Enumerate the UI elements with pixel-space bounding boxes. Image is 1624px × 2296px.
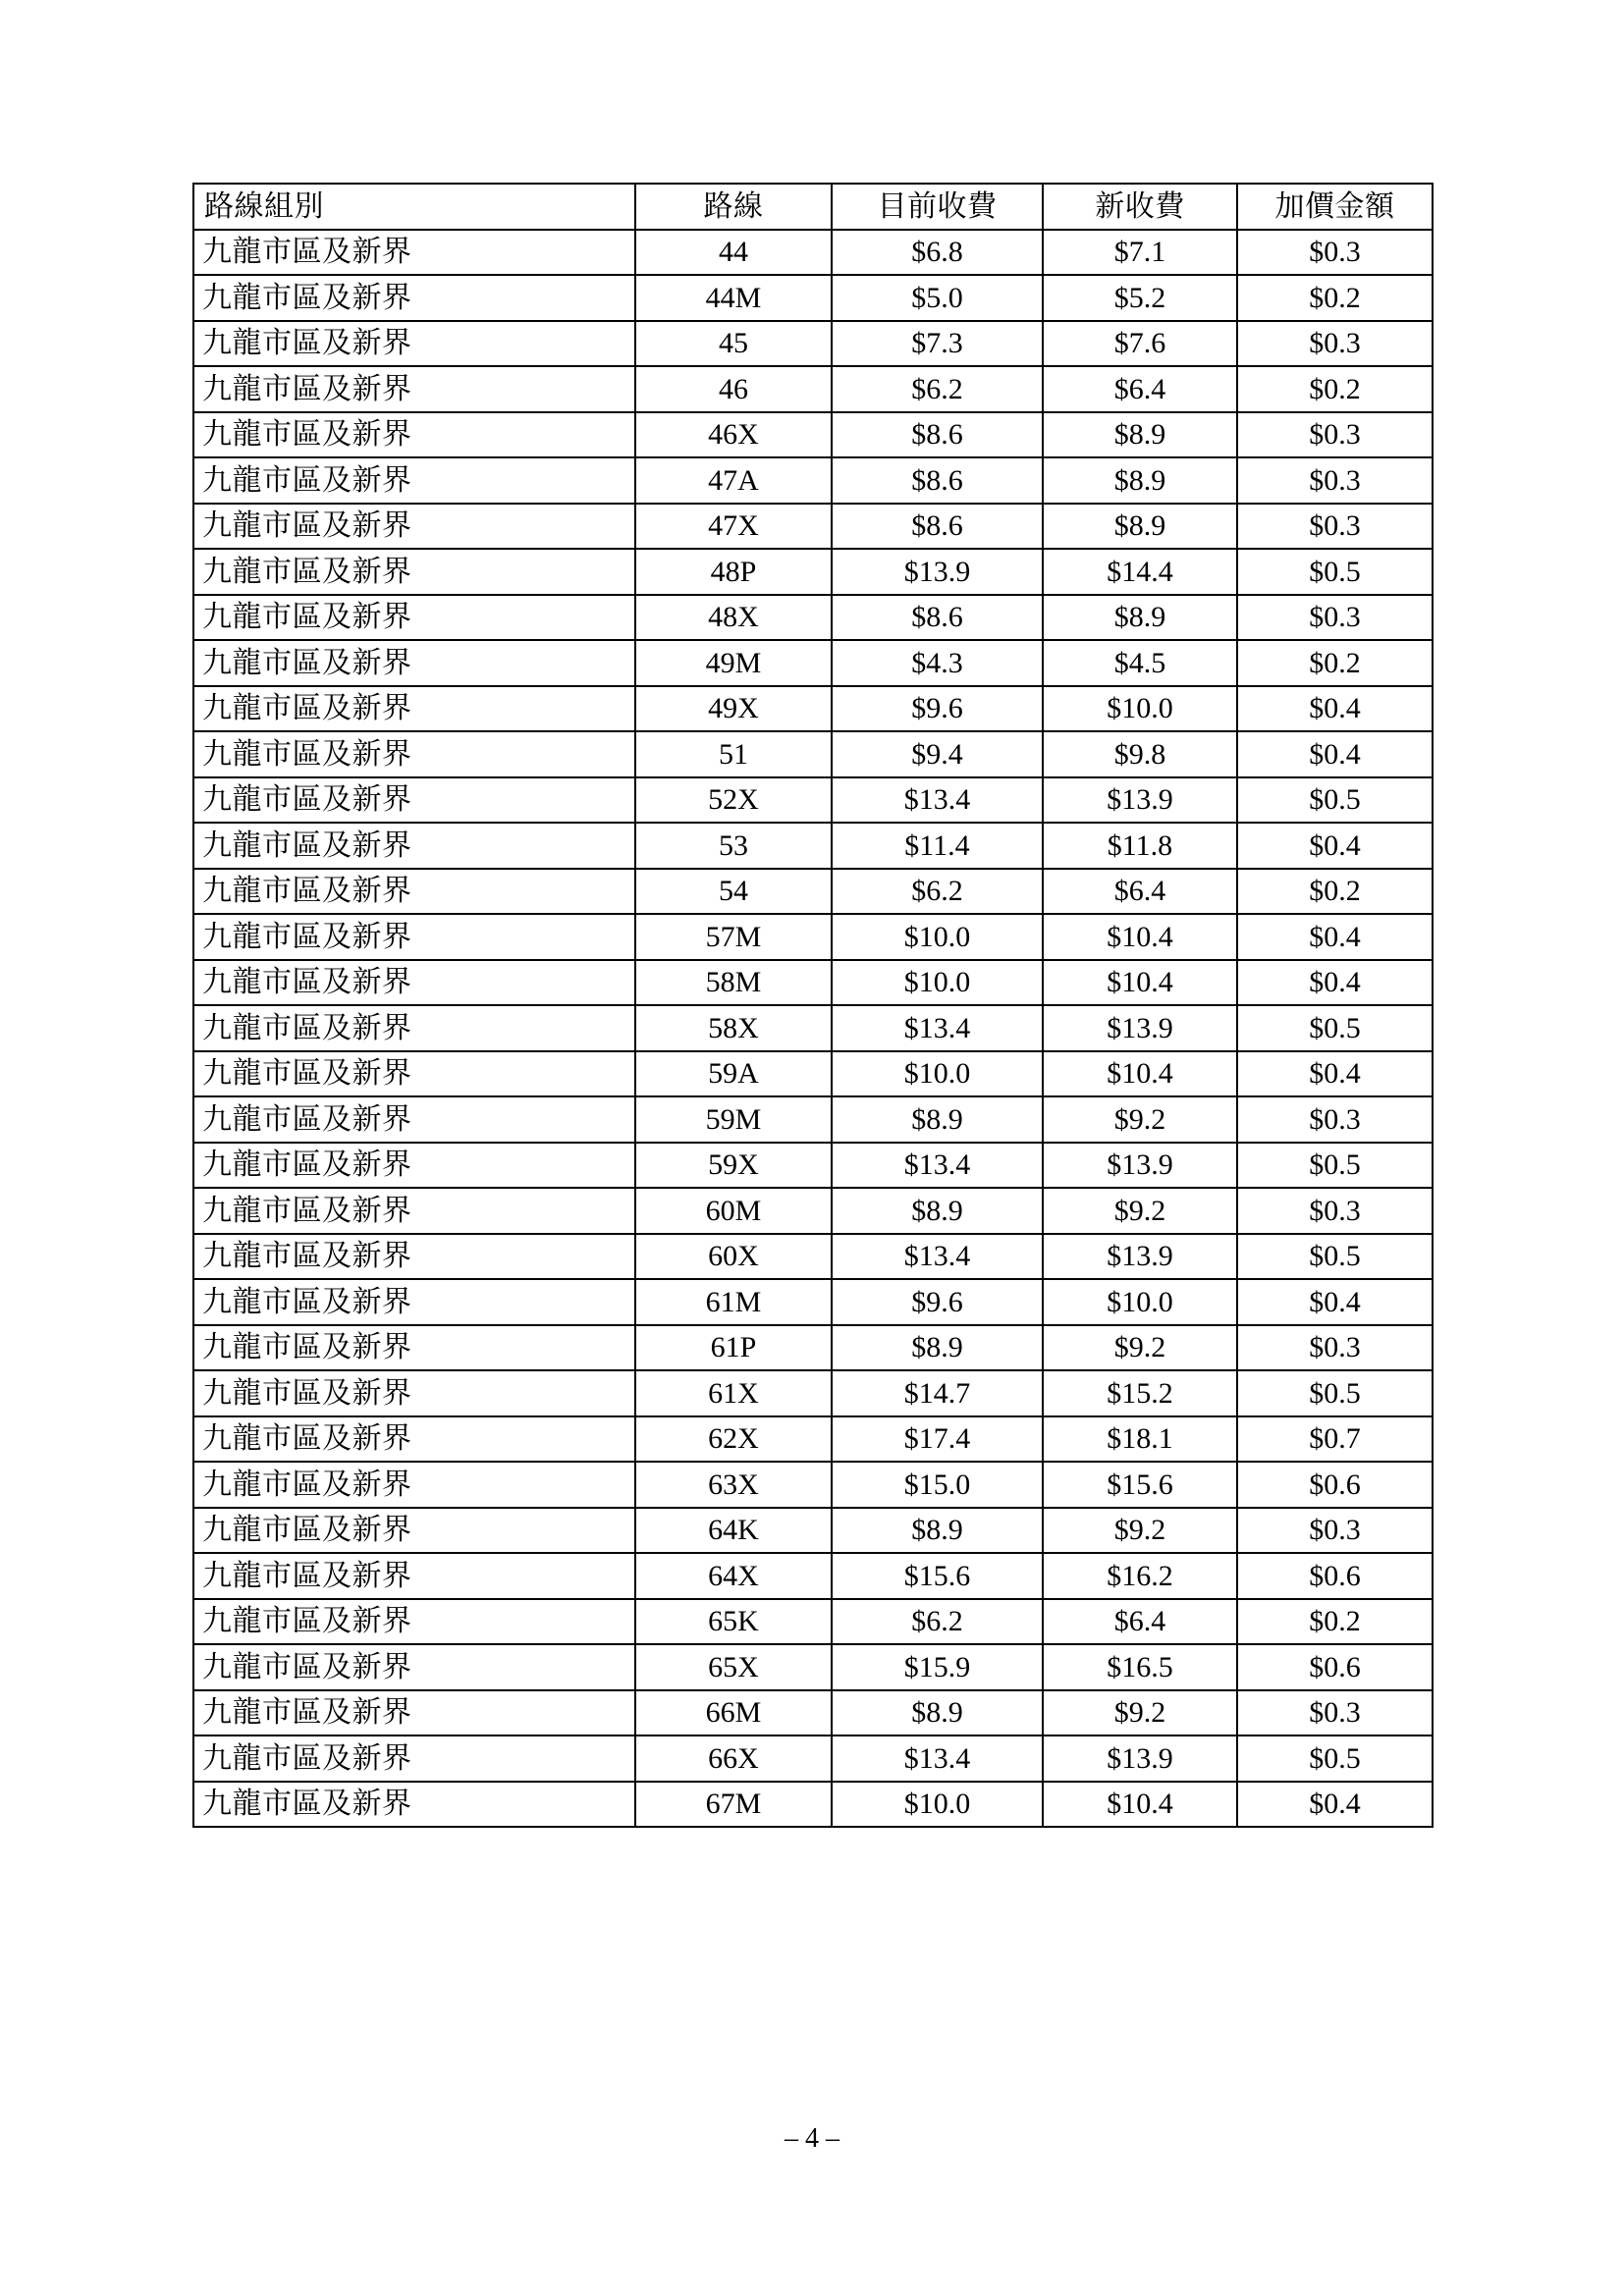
cell-current-fare: $8.6 bbox=[832, 457, 1043, 504]
cell-increase-amount: $0.3 bbox=[1237, 595, 1433, 641]
table-row bbox=[193, 777, 1433, 824]
cell-increase-amount: $0.3 bbox=[1237, 321, 1433, 367]
table-row bbox=[193, 1690, 1433, 1736]
table-row bbox=[193, 321, 1433, 367]
cell-increase-amount: $0.4 bbox=[1237, 1782, 1433, 1828]
cell-route: 58X bbox=[635, 1005, 832, 1051]
cell-route: 61X bbox=[635, 1370, 832, 1416]
cell-route-group: 九龍市區及新界 bbox=[193, 1051, 635, 1097]
cell-current-fare: $13.4 bbox=[832, 777, 1043, 824]
cell-new-fare: $9.8 bbox=[1043, 731, 1237, 777]
table-row bbox=[193, 1508, 1433, 1554]
cell-route-group: 九龍市區及新界 bbox=[193, 1599, 635, 1645]
cell-new-fare: $13.9 bbox=[1043, 1234, 1237, 1280]
cell-route-group: 九龍市區及新界 bbox=[193, 1005, 635, 1051]
cell-current-fare: $8.6 bbox=[832, 412, 1043, 458]
cell-route-group: 九龍市區及新界 bbox=[193, 1508, 635, 1554]
cell-route-group: 九龍市區及新界 bbox=[193, 1462, 635, 1508]
cell-new-fare: $16.2 bbox=[1043, 1553, 1237, 1599]
table-row bbox=[193, 1644, 1433, 1690]
cell-new-fare: $14.4 bbox=[1043, 549, 1237, 595]
cell-route-group: 九龍市區及新界 bbox=[193, 823, 635, 869]
cell-route-group: 九龍市區及新界 bbox=[193, 1096, 635, 1143]
cell-route: 58M bbox=[635, 960, 832, 1006]
cell-current-fare: $8.9 bbox=[832, 1325, 1043, 1371]
cell-current-fare: $13.4 bbox=[832, 1735, 1043, 1782]
table-row bbox=[193, 549, 1433, 595]
cell-increase-amount: $0.5 bbox=[1237, 1735, 1433, 1782]
cell-route-group: 九龍市區及新界 bbox=[193, 1690, 635, 1736]
cell-route: 60X bbox=[635, 1234, 832, 1280]
cell-increase-amount: $0.2 bbox=[1237, 640, 1433, 686]
cell-route-group: 九龍市區及新界 bbox=[193, 777, 635, 824]
cell-route: 61M bbox=[635, 1279, 832, 1325]
cell-route-group: 九龍市區及新界 bbox=[193, 914, 635, 960]
table-row bbox=[193, 1735, 1433, 1782]
cell-new-fare: $5.2 bbox=[1043, 275, 1237, 321]
table-row bbox=[193, 1188, 1433, 1234]
cell-increase-amount: $0.3 bbox=[1237, 504, 1433, 550]
cell-increase-amount: $0.3 bbox=[1237, 1096, 1433, 1143]
cell-route: 66M bbox=[635, 1690, 832, 1736]
fare-table-container bbox=[192, 183, 1432, 1828]
cell-current-fare: $6.8 bbox=[832, 230, 1043, 276]
cell-current-fare: $5.0 bbox=[832, 275, 1043, 321]
cell-increase-amount: $0.3 bbox=[1237, 412, 1433, 458]
column-header-route-group: 路線組別 bbox=[193, 184, 635, 230]
cell-route: 46 bbox=[635, 366, 832, 412]
cell-route-group: 九龍市區及新界 bbox=[193, 1143, 635, 1189]
column-header-route: 路線 bbox=[635, 184, 832, 230]
cell-route-group: 九龍市區及新界 bbox=[193, 869, 635, 915]
cell-route-group: 九龍市區及新界 bbox=[193, 504, 635, 550]
cell-increase-amount: $0.4 bbox=[1237, 1051, 1433, 1097]
cell-route-group: 九龍市區及新界 bbox=[193, 1325, 635, 1371]
table-row bbox=[193, 1462, 1433, 1508]
table-row bbox=[193, 686, 1433, 732]
cell-new-fare: $6.4 bbox=[1043, 869, 1237, 915]
cell-route-group: 九龍市區及新界 bbox=[193, 457, 635, 504]
cell-route-group: 九龍市區及新界 bbox=[193, 1782, 635, 1828]
cell-route-group: 九龍市區及新界 bbox=[193, 1188, 635, 1234]
cell-route: 64K bbox=[635, 1508, 832, 1554]
cell-increase-amount: $0.5 bbox=[1237, 1370, 1433, 1416]
cell-increase-amount: $0.2 bbox=[1237, 366, 1433, 412]
cell-increase-amount: $0.5 bbox=[1237, 1143, 1433, 1189]
cell-route-group: 九龍市區及新界 bbox=[193, 1279, 635, 1325]
cell-route: 57M bbox=[635, 914, 832, 960]
cell-increase-amount: $0.4 bbox=[1237, 960, 1433, 1006]
cell-new-fare: $6.4 bbox=[1043, 1599, 1237, 1645]
table-row bbox=[193, 731, 1433, 777]
cell-route: 64X bbox=[635, 1553, 832, 1599]
cell-current-fare: $13.4 bbox=[832, 1143, 1043, 1189]
cell-current-fare: $7.3 bbox=[832, 321, 1043, 367]
table-row bbox=[193, 1005, 1433, 1051]
cell-current-fare: $15.0 bbox=[832, 1462, 1043, 1508]
cell-route-group: 九龍市區及新界 bbox=[193, 1553, 635, 1599]
cell-new-fare: $7.6 bbox=[1043, 321, 1237, 367]
cell-new-fare: $13.9 bbox=[1043, 777, 1237, 824]
cell-route: 60M bbox=[635, 1188, 832, 1234]
cell-new-fare: $11.8 bbox=[1043, 823, 1237, 869]
cell-route: 52X bbox=[635, 777, 832, 824]
cell-new-fare: $8.9 bbox=[1043, 595, 1237, 641]
table-row bbox=[193, 640, 1433, 686]
cell-route: 65X bbox=[635, 1644, 832, 1690]
table-row bbox=[193, 1599, 1433, 1645]
cell-new-fare: $8.9 bbox=[1043, 412, 1237, 458]
cell-route: 49X bbox=[635, 686, 832, 732]
cell-new-fare: $10.4 bbox=[1043, 914, 1237, 960]
cell-route-group: 九龍市區及新界 bbox=[193, 1416, 635, 1463]
cell-route: 44 bbox=[635, 230, 832, 276]
cell-current-fare: $13.4 bbox=[832, 1005, 1043, 1051]
cell-increase-amount: $0.4 bbox=[1237, 914, 1433, 960]
table-row bbox=[193, 1234, 1433, 1280]
table-row bbox=[193, 869, 1433, 915]
cell-new-fare: $15.2 bbox=[1043, 1370, 1237, 1416]
cell-current-fare: $6.2 bbox=[832, 869, 1043, 915]
table-row bbox=[193, 1096, 1433, 1143]
cell-current-fare: $8.9 bbox=[832, 1188, 1043, 1234]
cell-new-fare: $7.1 bbox=[1043, 230, 1237, 276]
cell-new-fare: $13.9 bbox=[1043, 1005, 1237, 1051]
table-row bbox=[193, 1370, 1433, 1416]
cell-new-fare: $9.2 bbox=[1043, 1508, 1237, 1554]
column-header-current-fare: 目前收費 bbox=[832, 184, 1043, 230]
cell-increase-amount: $0.3 bbox=[1237, 1690, 1433, 1736]
cell-route: 62X bbox=[635, 1416, 832, 1463]
cell-increase-amount: $0.2 bbox=[1237, 275, 1433, 321]
table-row bbox=[193, 275, 1433, 321]
table-header-row bbox=[193, 184, 1433, 230]
table-row bbox=[193, 1325, 1433, 1371]
table-row bbox=[193, 230, 1433, 276]
cell-route: 47A bbox=[635, 457, 832, 504]
table-header bbox=[193, 184, 1433, 230]
fare-table bbox=[192, 183, 1434, 1828]
cell-new-fare: $16.5 bbox=[1043, 1644, 1237, 1690]
cell-new-fare: $9.2 bbox=[1043, 1096, 1237, 1143]
cell-route: 53 bbox=[635, 823, 832, 869]
table-row bbox=[193, 1279, 1433, 1325]
cell-route: 61P bbox=[635, 1325, 832, 1371]
table-row bbox=[193, 595, 1433, 641]
cell-new-fare: $6.4 bbox=[1043, 366, 1237, 412]
cell-increase-amount: $0.4 bbox=[1237, 686, 1433, 732]
cell-increase-amount: $0.4 bbox=[1237, 823, 1433, 869]
cell-new-fare: $10.4 bbox=[1043, 1051, 1237, 1097]
cell-new-fare: $10.4 bbox=[1043, 960, 1237, 1006]
cell-increase-amount: $0.2 bbox=[1237, 869, 1433, 915]
cell-current-fare: $8.9 bbox=[832, 1690, 1043, 1736]
table-row bbox=[193, 1782, 1433, 1828]
cell-current-fare: $6.2 bbox=[832, 1599, 1043, 1645]
cell-new-fare: $8.9 bbox=[1043, 457, 1237, 504]
cell-route-group: 九龍市區及新界 bbox=[193, 686, 635, 732]
cell-new-fare: $13.9 bbox=[1043, 1143, 1237, 1189]
cell-increase-amount: $0.6 bbox=[1237, 1553, 1433, 1599]
cell-increase-amount: $0.6 bbox=[1237, 1462, 1433, 1508]
cell-current-fare: $10.0 bbox=[832, 1051, 1043, 1097]
table-row bbox=[193, 960, 1433, 1006]
cell-new-fare: $10.0 bbox=[1043, 1279, 1237, 1325]
cell-route-group: 九龍市區及新界 bbox=[193, 1644, 635, 1690]
cell-current-fare: $8.6 bbox=[832, 595, 1043, 641]
cell-route: 67M bbox=[635, 1782, 832, 1828]
cell-new-fare: $18.1 bbox=[1043, 1416, 1237, 1463]
cell-route: 49M bbox=[635, 640, 832, 686]
cell-current-fare: $13.4 bbox=[832, 1234, 1043, 1280]
cell-new-fare: $4.5 bbox=[1043, 640, 1237, 686]
cell-route-group: 九龍市區及新界 bbox=[193, 960, 635, 1006]
cell-increase-amount: $0.6 bbox=[1237, 1644, 1433, 1690]
cell-current-fare: $14.7 bbox=[832, 1370, 1043, 1416]
cell-route-group: 九龍市區及新界 bbox=[193, 731, 635, 777]
cell-route: 59M bbox=[635, 1096, 832, 1143]
cell-current-fare: $9.6 bbox=[832, 1279, 1043, 1325]
cell-new-fare: $9.2 bbox=[1043, 1188, 1237, 1234]
cell-increase-amount: $0.5 bbox=[1237, 549, 1433, 595]
table-body bbox=[193, 230, 1433, 1828]
table-row bbox=[193, 1051, 1433, 1097]
cell-increase-amount: $0.5 bbox=[1237, 777, 1433, 824]
cell-route: 59A bbox=[635, 1051, 832, 1097]
cell-current-fare: $8.9 bbox=[832, 1508, 1043, 1554]
cell-increase-amount: $0.4 bbox=[1237, 731, 1433, 777]
table-row bbox=[193, 1416, 1433, 1463]
cell-route-group: 九龍市區及新界 bbox=[193, 1234, 635, 1280]
cell-route-group: 九龍市區及新界 bbox=[193, 1735, 635, 1782]
cell-increase-amount: $0.3 bbox=[1237, 230, 1433, 276]
table-row bbox=[193, 366, 1433, 412]
column-header-new-fare: 新收費 bbox=[1043, 184, 1237, 230]
cell-route-group: 九龍市區及新界 bbox=[193, 640, 635, 686]
cell-current-fare: $10.0 bbox=[832, 914, 1043, 960]
cell-route: 44M bbox=[635, 275, 832, 321]
cell-current-fare: $8.6 bbox=[832, 504, 1043, 550]
cell-new-fare: $10.4 bbox=[1043, 1782, 1237, 1828]
cell-route: 48P bbox=[635, 549, 832, 595]
cell-route: 66X bbox=[635, 1735, 832, 1782]
cell-route-group: 九龍市區及新界 bbox=[193, 549, 635, 595]
cell-new-fare: $9.2 bbox=[1043, 1325, 1237, 1371]
cell-current-fare: $15.6 bbox=[832, 1553, 1043, 1599]
cell-increase-amount: $0.3 bbox=[1237, 1508, 1433, 1554]
page-number: – 4 – bbox=[785, 2123, 839, 2154]
cell-route: 51 bbox=[635, 731, 832, 777]
cell-increase-amount: $0.3 bbox=[1237, 1325, 1433, 1371]
cell-route: 47X bbox=[635, 504, 832, 550]
cell-increase-amount: $0.7 bbox=[1237, 1416, 1433, 1463]
cell-increase-amount: $0.5 bbox=[1237, 1234, 1433, 1280]
cell-current-fare: $11.4 bbox=[832, 823, 1043, 869]
table-row bbox=[193, 412, 1433, 458]
cell-current-fare: $8.9 bbox=[832, 1096, 1043, 1143]
cell-new-fare: $15.6 bbox=[1043, 1462, 1237, 1508]
column-header-increase-amount: 加價金額 bbox=[1237, 184, 1433, 230]
table-row bbox=[193, 457, 1433, 504]
cell-current-fare: $17.4 bbox=[832, 1416, 1043, 1463]
cell-route-group: 九龍市區及新界 bbox=[193, 1370, 635, 1416]
cell-current-fare: $10.0 bbox=[832, 1782, 1043, 1828]
cell-increase-amount: $0.2 bbox=[1237, 1599, 1433, 1645]
cell-current-fare: $9.6 bbox=[832, 686, 1043, 732]
cell-route-group: 九龍市區及新界 bbox=[193, 366, 635, 412]
cell-new-fare: $13.9 bbox=[1043, 1735, 1237, 1782]
cell-current-fare: $10.0 bbox=[832, 960, 1043, 1006]
table-row bbox=[193, 504, 1433, 550]
cell-route-group: 九龍市區及新界 bbox=[193, 230, 635, 276]
cell-route: 54 bbox=[635, 869, 832, 915]
cell-route-group: 九龍市區及新界 bbox=[193, 321, 635, 367]
cell-increase-amount: $0.3 bbox=[1237, 457, 1433, 504]
table-row bbox=[193, 823, 1433, 869]
cell-new-fare: $10.0 bbox=[1043, 686, 1237, 732]
table-row bbox=[193, 1553, 1433, 1599]
table-row bbox=[193, 914, 1433, 960]
cell-current-fare: $6.2 bbox=[832, 366, 1043, 412]
cell-route: 63X bbox=[635, 1462, 832, 1508]
cell-route: 59X bbox=[635, 1143, 832, 1189]
cell-current-fare: $4.3 bbox=[832, 640, 1043, 686]
cell-current-fare: $9.4 bbox=[832, 731, 1043, 777]
cell-route: 65K bbox=[635, 1599, 832, 1645]
cell-new-fare: $8.9 bbox=[1043, 504, 1237, 550]
cell-new-fare: $9.2 bbox=[1043, 1690, 1237, 1736]
table-row bbox=[193, 1143, 1433, 1189]
cell-route-group: 九龍市區及新界 bbox=[193, 595, 635, 641]
cell-increase-amount: $0.3 bbox=[1237, 1188, 1433, 1234]
cell-current-fare: $15.9 bbox=[832, 1644, 1043, 1690]
cell-current-fare: $13.9 bbox=[832, 549, 1043, 595]
cell-route: 48X bbox=[635, 595, 832, 641]
cell-increase-amount: $0.5 bbox=[1237, 1005, 1433, 1051]
cell-route: 45 bbox=[635, 321, 832, 367]
cell-route-group: 九龍市區及新界 bbox=[193, 275, 635, 321]
cell-route: 46X bbox=[635, 412, 832, 458]
cell-increase-amount: $0.4 bbox=[1237, 1279, 1433, 1325]
cell-route-group: 九龍市區及新界 bbox=[193, 412, 635, 458]
